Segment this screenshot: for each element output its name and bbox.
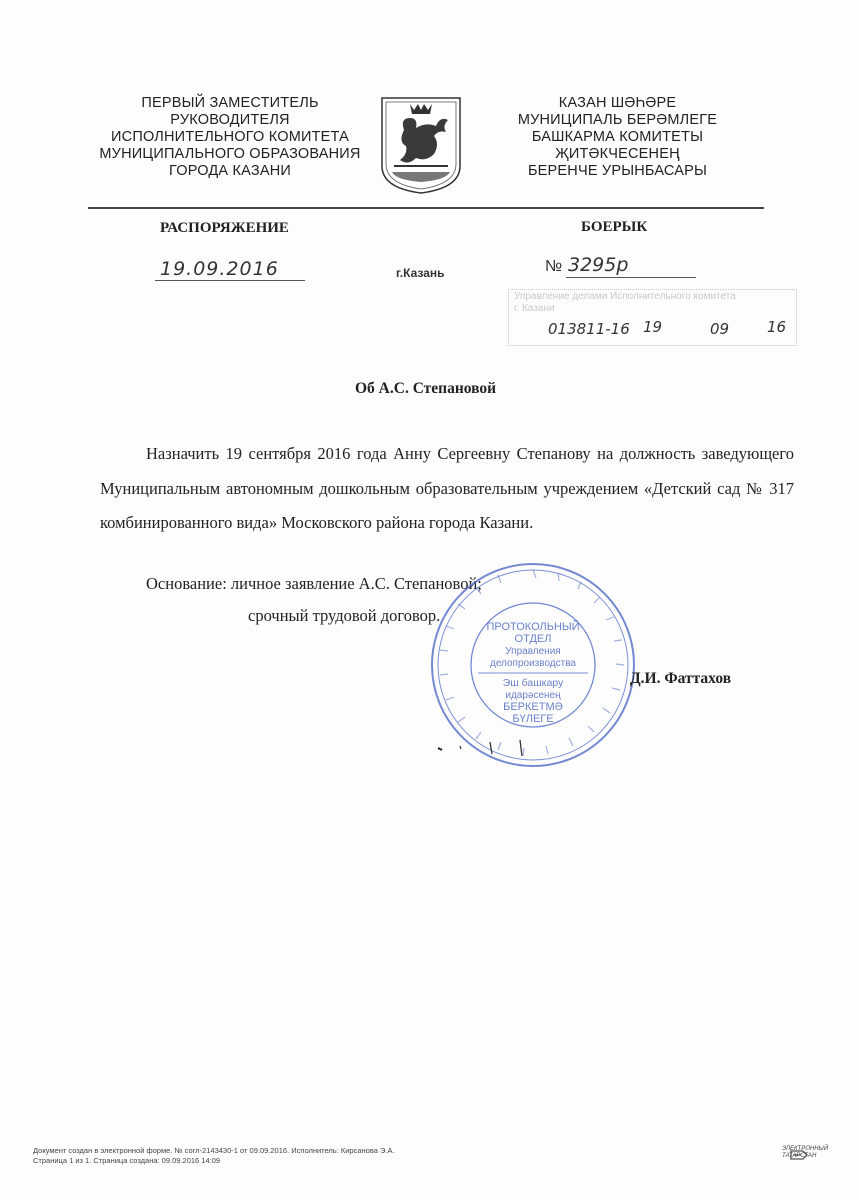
brand-line-2: ТАТАРСТАН: [782, 1153, 817, 1159]
header-left: [70, 95, 390, 180]
stamp-line: БЕРКЕТМӘ: [503, 701, 563, 713]
basis-line-2: срочный трудовой договор.: [248, 606, 441, 625]
header-left-line: ГОРОДА КАЗАНИ: [168, 163, 292, 179]
registration-faded-line: г. Казани: [514, 303, 555, 314]
city-label: г.Казань: [396, 266, 445, 280]
header-right: [480, 95, 755, 180]
stamp-line: Эш башкару: [502, 677, 564, 689]
brand-label: [782, 1146, 828, 1160]
round-seal-stamp: [428, 560, 638, 770]
stamp-line: Управления: [505, 646, 561, 657]
basis-line-1: Основание: личное заявление А.С. Степановой;: [146, 574, 482, 593]
footer-line-2: Страница 1 из 1. Страница создана: 09.09.2016 14:09: [33, 1156, 221, 1165]
brand-line-1: ЭЛЕКТРОННЫЙ: [782, 1146, 829, 1152]
stamp-line: делопроизводства: [489, 658, 577, 669]
header-left-line: ПЕРВЫЙ ЗАМЕСТИТЕЛЬ: [141, 95, 319, 111]
header-right-line: ҖИТӘКЧЕСЕНЕҢ: [555, 146, 680, 162]
stamp-line: ОТДЕЛ: [514, 633, 552, 645]
header-right-line: БАШКАРМА КОМИТЕТЫ: [531, 129, 704, 145]
stamp-line: идарәсенең: [505, 690, 561, 701]
signer-name: Д.И. Фаттахов: [630, 670, 732, 687]
header-right-line: МУНИЦИПАЛЬ БЕРӘМЛЕГЕ: [517, 112, 718, 128]
registration-faded-text: [514, 291, 789, 315]
number-prefix: №: [545, 258, 563, 275]
registration-number: 013811-16: [548, 320, 630, 338]
doc-type-ru: РАСПОРЯЖЕНИЕ: [160, 220, 289, 236]
number-underline: [566, 277, 696, 278]
header-divider: [88, 207, 764, 209]
registration-month: 09: [710, 320, 730, 338]
doc-type-tt: БОЕРЫК: [581, 219, 648, 235]
header-left-line: МУНИЦИПАЛЬНОГО ОБРАЗОВАНИЯ: [99, 146, 361, 162]
document-body: Назначить 19 сентября 2016 года Анну Сергеевну Степанову на должность заведующего Муниципальным автономным дошкольным образовательным учреждением «Детский сад № 317 комбинированного вида» Московского района города Казани.: [100, 444, 794, 532]
scan-marks: [430, 740, 530, 760]
header-right-line: БЕРЕНЧЕ УРЫНБАСАРЫ: [527, 163, 708, 179]
document-subject: Об А.С. Степановой: [355, 380, 497, 397]
registration-day: 19: [643, 318, 663, 336]
header-left-line: РУКОВОДИТЕЛЯ: [170, 112, 290, 128]
header-right-line: КАЗАН ШӘҺӘРЕ: [558, 95, 677, 111]
kazan-coat-of-arms-icon: [380, 96, 462, 194]
document-footer: [33, 1146, 395, 1166]
registration-faded-line: Управление делами Исполнительного комитета: [514, 291, 736, 302]
registration-year: 16: [767, 318, 787, 336]
handwritten-number: 3295р: [568, 254, 629, 276]
handwritten-date: 19.09.2016: [160, 258, 279, 280]
stamp-line: ПРОТОКОЛЬНЫЙ: [486, 621, 580, 633]
header-left-line: ИСПОЛНИТЕЛЬНОГО КОМИТЕТА: [111, 129, 349, 145]
date-underline: [155, 280, 305, 281]
stamp-line: БҮЛЕГЕ: [512, 713, 554, 725]
footer-line-1: Документ создан в электронной форме. № согл-2143430-1 от 09.09.2016. Исполнитель: Кирсанова Э.А.: [33, 1146, 395, 1155]
